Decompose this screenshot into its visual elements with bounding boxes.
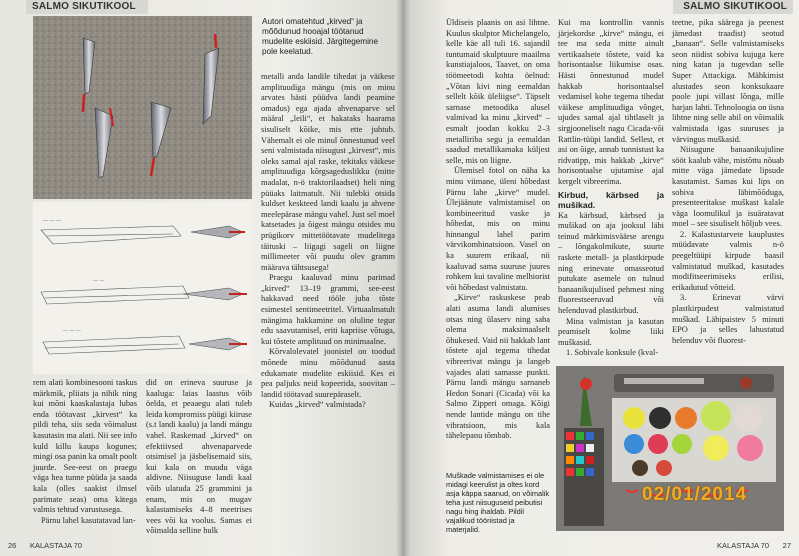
paragraph: Ka kärbsud, kärbsed ja mušikad on aja jooksul läbi teinud märkimisväärse arengu – lõngakolmikute, suurte raskete metall- ja plastkirpude ning erinevate omasseotud putukate asemele on tulnud banaanikujulised pehmest ning fluorestseeruvad või helenduvad plastkirbud. <box>558 210 664 316</box>
paragraph: Kui ma kontrollin vannis järjekordse „kirve“ mängu, ei tee ma seda mitte ainult vertikaalsete tõstete, vaid ka horisontaalse liikumise osas. Hästi õnnestunud mudel hakkab horisontaalsel vedamisel kohe tegema tihedat väikese amplituudiga võnget, ujudes samal ajal tihtlaselt ja sirgjooneliselt nagu Cicada-või Rattlin-tüüpi landid. Sellest, et asi on õige, annab tunnistust ka ridvatipp, mis hakkab „kirve“ horisontaalse ujutamise ajal kergelt vibreerima. <box>558 18 664 186</box>
paragraph: did on erineva suuruse ja kaaluga: laias laastus võib öelda, et peaaegu alati tuleb leida kompromiss püügi kiiruse (s.t landi kaalu) ja landi mängu vahel. Raskemad „kirved“ on efektiivsed ahvenaparvede otsimisel ja jäsbelisemaid siis, kui kala on muudu väga aldivne. Niisuguse landi kaal võib ulatuda 25 grammini ja enam, mis on mugav kalastamiseks 4–8 meetrises vees või ka voolus. Samas ei võimalda selline hulk <box>146 378 252 536</box>
paragraph: teetne, pika säärega ja peenest jämedast traadist) seotud „banaan“. Selle valmistamiseks seon niidist sobiva kujuga kere ning katan ja tugevdan selle Super Attackiga. Mähkimist alustades seon konksukaare poole jupi villast lõnga, mille harjan lahti. Tehnoloogia on üsna lihtne ning selle abil on võimalik valmistada igas suuruses ja värvingus muškasid. <box>672 18 784 144</box>
paragraph: Pärnu lahel kasutatavad lan- <box>41 515 136 525</box>
paragraph: Mina valmistan ja kasutan peamiselt kolme liiki muškasid. <box>558 316 664 347</box>
magazine-name: KALASTAJA 70 <box>30 541 82 550</box>
tools-image-icon <box>556 366 784 531</box>
paragraph: Ülemisel fotol on näha ka minu viimane, üleni hõbedast Pärnu lahe „kirve“ mudel. Ülejäänute valmistamisel on kombineeritud vaske ja hõbedat, mis on minu hinnangul lahel parim värvikombinatsioon. Vasel on ka suurem erikaal, nii kaaluvad sama suuruse juures rohkem kui tavaline melhiorist või hõbedast valmistatu. <box>446 166 550 292</box>
paragraph: 3. Erinevat värvi plastkirpudest valmistatud muškad. Läbipaistev 5 minuti EPO ja selles lahustatud helenduv või fluorest- <box>672 293 784 345</box>
page-number: 26 <box>8 541 17 550</box>
paragraph: Kõrvalolevatel joonistel on toodud mõnede minu mõõdunud aasta edukamate mudelite eskiisid. Kes ei pea paljuks neid kopeerida, soovitan – landid töötavad suurepäraselt. <box>261 347 395 399</box>
paragraph: rem alati kombinesooni taskus märkmik, pliiats ja nihik ning kui mõni kaaskalastaja lubas enda töötavast „kirvest“ ka pildi teha, siis seda võimalust kasutasin ma alati. Nii see info kuld killu kaupa kogunes; mingi osa panin ka omalt poolt juurde. See-eest on praegu väga hea tunne püüda ja saada kala (olles saakist ilmsel parimate seas) oma kätega valmis tehtud varustusega. <box>33 378 137 515</box>
subheading: Kirbud, kärbsed ja mušikad. <box>558 189 664 211</box>
paragraph: Kuidas „kirved“ valmistada? <box>269 400 366 410</box>
lure-sketches <box>33 202 252 374</box>
photo-caption: Muškade valmistamises ei ole midagi keerulist ja oltes kord asja käppa saanud, on võimalik teha just niisuguseid peibutisi nagu hing ihaldab. Pildil vajalikud tööriistad ja materjalid. <box>446 471 550 534</box>
paragraph: Üldiseis plaanis on asi lihtne. Kuulus skulptor Michelangelo, kelle käe all tuli 16. sajandil tuntumaid skulptuure maailma kunstiajaloos, Taavet, on oma töömeetodi kohta öelnud: „Võtan kivi ning eemaldan sellelt kõik üleliigse“. Täpselt sarnase metoodika alusel valmivad ka minu „kirved“ – esmalt joodan kokku 2–3 metalliriba segu ja eemaldan saadud metallikamaka küljest selle, mis on liigne. <box>446 18 550 165</box>
svg-text:— — —: — — — <box>43 218 61 224</box>
page-gutter <box>396 0 410 556</box>
text-column-middle <box>261 72 395 482</box>
page-number: 27 <box>782 541 791 550</box>
paragraph: 1. Sobivale konksule (kval- <box>566 348 659 358</box>
sketch-drawing-icon <box>33 202 252 374</box>
magazine-name: KALASTAJA 70 <box>717 541 769 550</box>
tools-photo <box>556 366 784 531</box>
lures-image-icon <box>33 16 252 199</box>
text-column-left-2 <box>146 378 252 536</box>
paragraph: „Kirve“ raskuskese peab alati asuma landi alumises otsas ning ülaserv ning saba olema maksimaalselt õhukesed. Vaid nii hakkab lant tõstete ajal tegema tihedat vibreerivat mängu ja langeb vajades alati samasse punkti. Pärnu landi mängu sarnaneb Hedon Sonari (Cicada) või ka Salmo Zipperi omaga. Kõigi nende lantide mängu on tihe vibratsioon, mis kala tähelepanu tõmbab. <box>446 293 550 441</box>
svg-text:— —: — — <box>93 278 105 284</box>
paragraph: Niisugune banaanikujuline sööt kaalub vähe, mistõttu nõuab mitte väga jämedate lipsude kasutamist. Samas kui lips on sobiva läbimõõduga, presenteeritakse muškast kalale väga loomulikul ja isuäratavat moel – see sisuliselt hõljub vees. <box>672 145 784 229</box>
lures-photo <box>33 16 252 199</box>
section-header: SALMO SIKUTIKOOL <box>673 0 793 14</box>
paragraph: 2. Kalastustarvete kauplustes müüdavate valmis n-ö peegeltüüpi kirpude baasil valmistatud muškad, kasutades modifitseerimiseks erilisi, erikadutud võtteid. <box>672 229 784 292</box>
section-header: SALMO SIKUTIKOOL <box>26 0 148 14</box>
text-column-1 <box>446 18 550 466</box>
svg-text:— — —: — — — <box>63 328 81 334</box>
text-column-2 <box>558 18 664 362</box>
text-column-3 <box>672 18 784 362</box>
photo-caption: Autori omatehtud „kirved“ ja mõõdunud hooajal töötanud mudelite eskiisid. Järgitegemine pole keelatud. <box>262 17 379 56</box>
paragraph: Praegu kaaluvad minu parimad „kirved“ 13–19 grammi, see-eest hakkavad need tööle juba tõste esimestel sentimeetritel. Virtuaalmatult mängima hakkamine on oluline tegur edu saavutamisel, eriti kapriise võtuga, kui tõstete amplituud on minimaalne. <box>261 273 395 346</box>
text-column-left <box>33 378 137 530</box>
date-stamp: 02/01/2014 <box>642 484 748 505</box>
right-page <box>402 0 799 556</box>
paragraph: metalli anda landile tihedat ja väikese amplituudiga mängu (mis on minu arvates hästi püüdva landi peamine omadus) ega ajada ahvenaparve sel määral „leili“, et hakataks haarama sisuliselt kõike, mis ette juhtub. Vähemalt ei ole minul õnnestunud veel seni valmistada niisugust „kirvest“, mis oleks samal ajal raske, tekitaks väikese amplituudiga kõrgsageduslikku (mitte madalat, n-ö traktorilaadset) heli ning püüaks laitmatult. Nii tulebki otsida kuldset keskteed landi kaalu ja ahvene meelepärase mängu vahel. Just sel moel katsetades ja õigest mängu otsides mu prügikorv mittetöötavate mudelitega täituski – liigagi sageli on liigne millimeeter või puudu olev gramm määrava tähtsusega! <box>261 72 395 272</box>
